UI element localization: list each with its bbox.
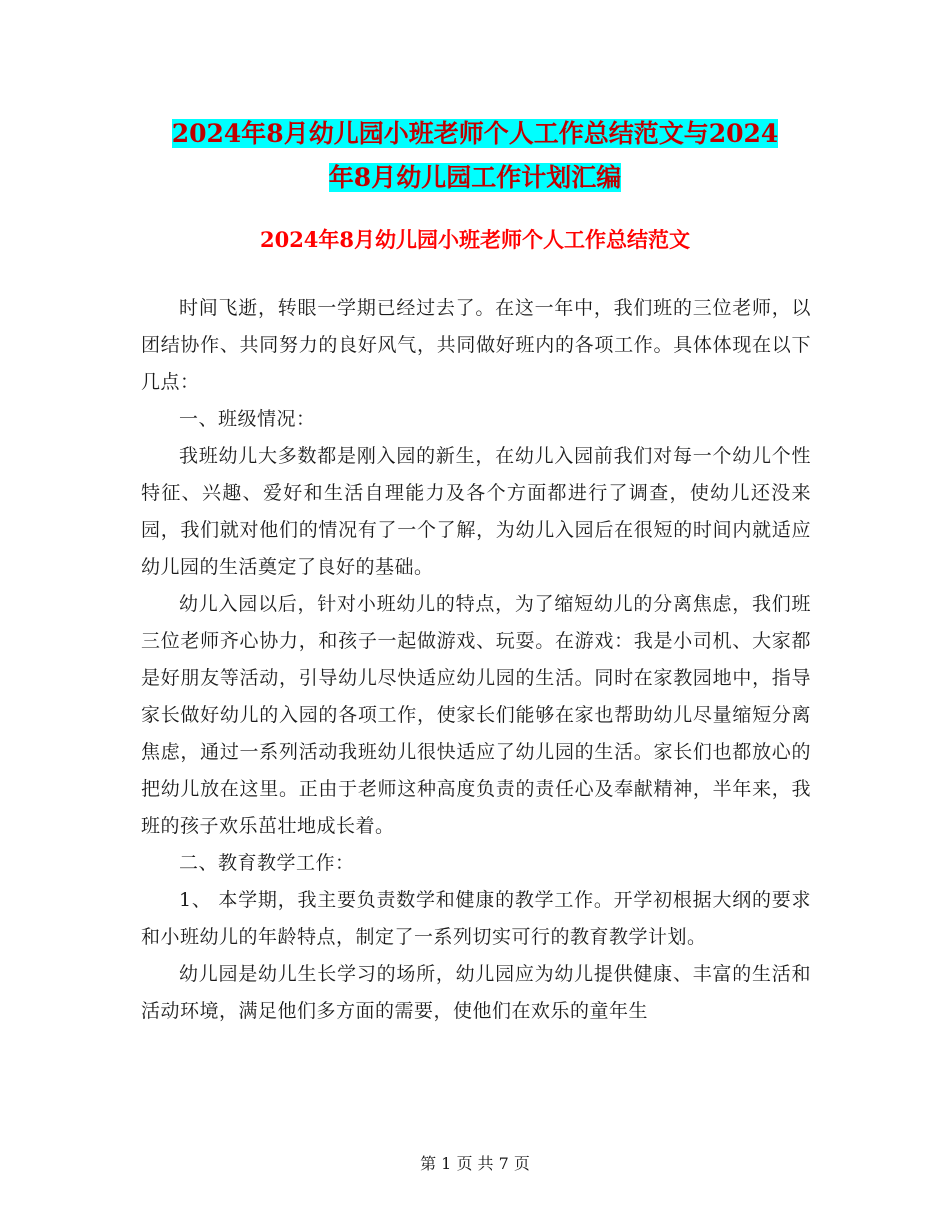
title-line-2: 年8月幼儿园工作计划汇编 xyxy=(328,163,622,192)
section-title: 2024年8月幼儿园小班老师个人工作总结范文 xyxy=(259,227,691,252)
document-body xyxy=(141,290,811,1030)
document-title xyxy=(140,112,810,200)
paragraph: 1、 本学期，我主要负责数学和健康的教学工作。开学初根据大纲的要求和小班幼儿的年龄特点，制定了一系列切实可行的教育教学计划。 xyxy=(141,889,811,948)
paragraph: 我班幼儿大多数都是刚入园的新生，在幼儿入园前我们对每一个幼儿个性特征、兴趣、爱好和生活自理能力及各个方面都进行了调查，使幼儿还没来园，我们就对他们的情况有了一个了解，为幼儿入园后在很短的时间内就适应幼儿园的生活奠定了良好的基础。 xyxy=(141,445,811,578)
paragraph: 二、教育教学工作： xyxy=(179,852,355,874)
page-footer xyxy=(0,1152,950,1176)
paragraph: 幼儿入园以后，针对小班幼儿的特点，为了缩短幼儿的分离焦虑，我们班三位老师齐心协力，和孩子一起做游戏、玩耍。在游戏：我是小司机、大家都是好朋友等活动，引导幼儿尽快适应幼儿园的生活。同时在家教园地中，指导家长做好幼儿的入园的各项工作，使家长们能够在家也帮助幼儿尽量缩短分离焦虑，通过一系列活动我班幼儿很快适应了幼儿园的生活。家长们也都放心的把幼儿放在这里。正由于老师这种高度负责的责任心及奉献精神，半年来，我班的孩子欢乐茁壮地成长着。 xyxy=(141,593,811,837)
paragraph: 时间飞逝，转眼一学期已经过去了。在这一年中，我们班的三位老师，以团结协作、共同努力的良好风气，共同做好班内的各项工作。具体体现在以下几点： xyxy=(141,297,811,393)
paragraph: 幼儿园是幼儿生长学习的场所，幼儿园应为幼儿提供健康、丰富的生活和活动环境，满足他们多方面的需要，使他们在欢乐的童年生 xyxy=(141,963,811,1022)
page-number: 第 1 页 共 7 页 xyxy=(420,1154,530,1173)
title-line-1: 2024年8月幼儿园小班老师个人工作总结范文与2024 xyxy=(171,119,779,148)
paragraph: 一、班级情况： xyxy=(179,408,316,430)
